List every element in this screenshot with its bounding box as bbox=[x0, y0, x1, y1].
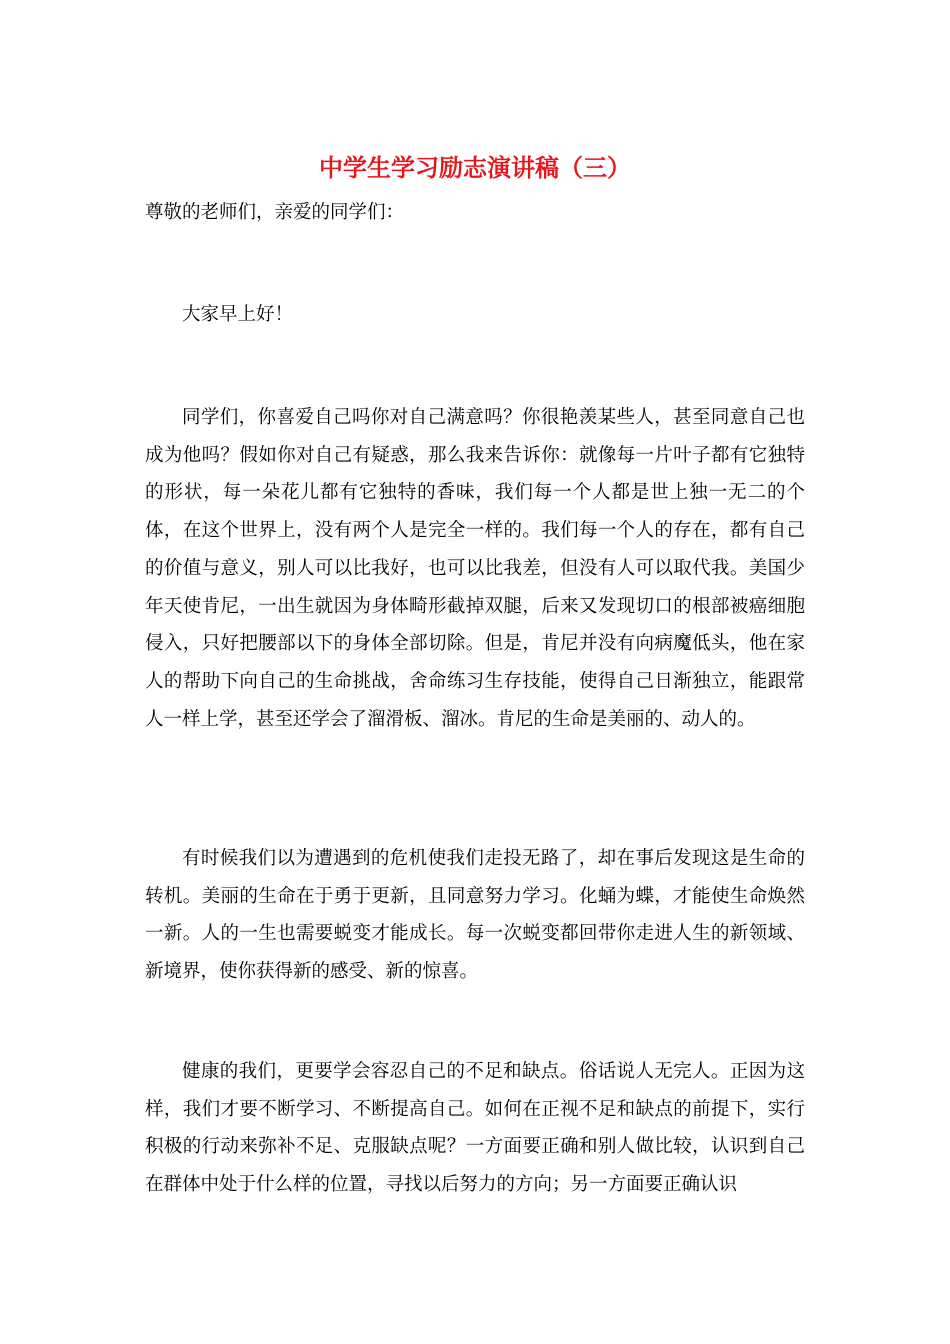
paragraph-self-worth: 同学们，你喜爱自己吗你对自己满意吗？你很艳羡某些人，甚至同意自己也成为他吗？假如你对自己有疑惑，那么我来告诉你：就像每一片叶子都有它独特的形状，每一朵花儿都有它独特的香味，我们每一个人都是世上独一无二的个体，在这个世界上，没有两个人是完全一样的。我们每一个人的存在，都有自己的价值与意义，别人可以比我好，也可以比我差，但没有人可以取代我。美国少年天使肯尼，一出生就因为身体畸形截掉双腿，后来又发现切口的根部被癌细胞侵入，只好把腰部以下的身体全部切除。但是，肯尼并没有向病魔低头，他在家人的帮助下向自己的生命挑战，舍命练习生存技能，使得自己日渐独立，能跟常人一样上学，甚至还学会了溜滑板、溜冰。肯尼的生命是美丽的、动人的。 bbox=[145, 407, 805, 730]
salutation: 尊敬的老师们，亲爱的同学们： bbox=[145, 202, 405, 223]
paragraph-greeting: 大家早上好！ bbox=[182, 304, 294, 325]
paragraph-accept-shortcomings: 健康的我们，更要学会容忍自己的不足和缺点。俗话说人无完人。正因为这样，我们才要不断学习、不断提高自己。如何在正视不足和缺点的前提下，实行积极的行动来弥补不足、克服缺点呢？一方面要正确和别人做比较，认识到自己在群体中处于什么样的位置，寻找以后努力的方向；另一方面要正确认识 bbox=[145, 1061, 805, 1196]
paragraph-transformation: 有时候我们以为遭遇到的危机使我们走投无路了，却在事后发现这是生命的转机。美丽的生命在于勇于更新，且同意努力学习。化蛹为蝶，才能使生命焕然一新。人的一生也需要蜕变才能成长。每一次蜕变都回带你走进人生的新领域、新境界，使你获得新的感受、新的惊喜。 bbox=[145, 848, 805, 983]
document-title: 中学生学习励志演讲稿（三） bbox=[319, 153, 631, 182]
